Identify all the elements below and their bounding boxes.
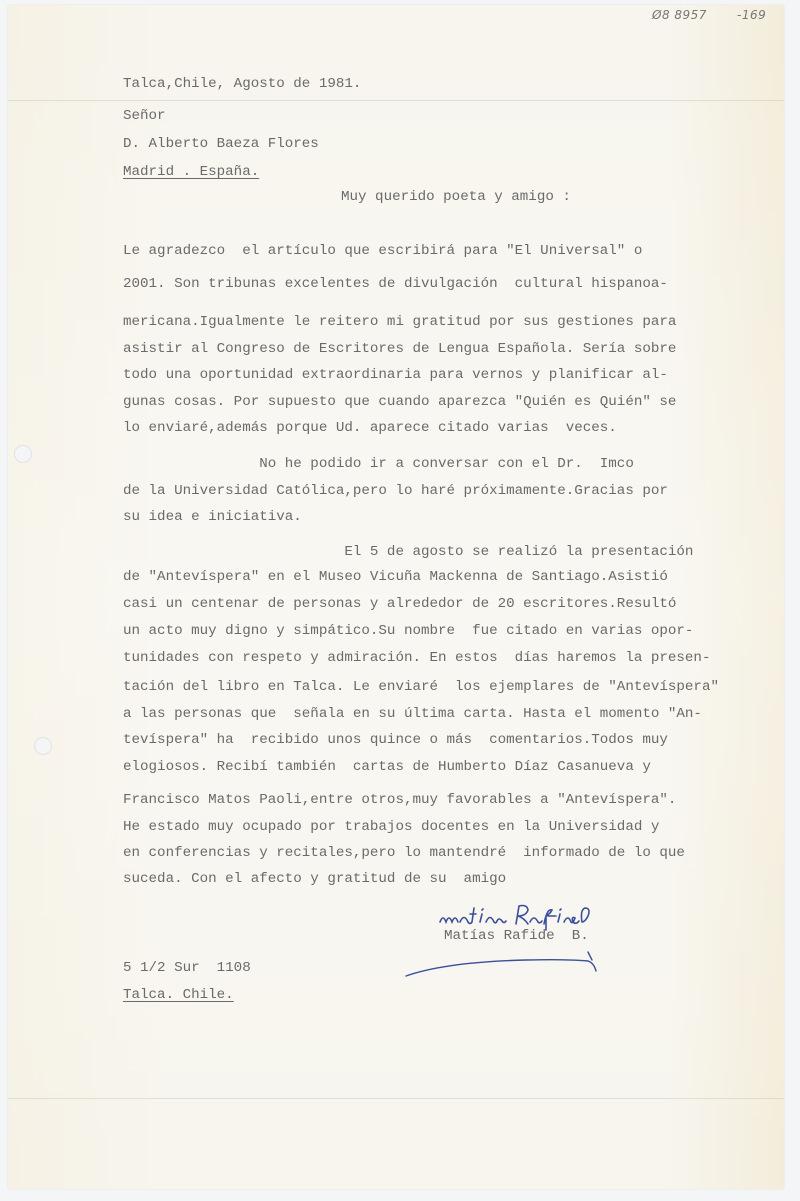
- body-line: Le agradezco el artículo que escribirá para "El Universal" o: [123, 243, 643, 259]
- body-line: No he podido ir a conversar con el Dr. Imco: [123, 456, 634, 472]
- punch-hole: [34, 737, 52, 755]
- body-line: todo una oportunidad extraordinaria para vernos y planificar al-: [123, 367, 668, 383]
- body-line: de "Antevíspera" en el Museo Vicuña Mackenna de Santiago.Asistió: [123, 569, 668, 585]
- body-line: mericana.Igualmente le reitero mi gratitud por sus gestiones para: [123, 314, 677, 330]
- typed-signature-name: Matías Rafide B.: [444, 928, 589, 944]
- body-line: lo enviaré,además porque Ud. aparece citado varias veces.: [123, 420, 617, 436]
- archive-catalog-number: Ø8 8957: [652, 8, 707, 22]
- body-line: de la Universidad Católica,pero lo haré próximamente.Gracias por: [123, 483, 668, 499]
- body-line: a las personas que señala en su última carta. Hasta el momento "An-: [123, 706, 702, 722]
- punch-hole: [14, 445, 32, 463]
- body-line: asistir al Congreso de Escritores de Lengua Española. Sería sobre: [123, 341, 677, 357]
- body-line: 2001. Son tribunas excelentes de divulgación cultural hispanoa-: [123, 276, 668, 292]
- sender-street: 5 1/2 Sur 1108: [123, 960, 251, 976]
- body-line: tunidades con respeto y admiración. En estos días haremos la presen-: [123, 650, 711, 666]
- body-line: su idea e iniciativa.: [123, 509, 302, 525]
- body-line: tevíspera" ha recibido unos quince o más comentarios.Todos muy: [123, 732, 668, 748]
- recipient-title: Señor: [123, 108, 166, 124]
- body-line: He estado muy ocupado por trabajos docentes en la Universidad y: [123, 819, 660, 835]
- salutation: Muy querido poeta y amigo :: [341, 189, 571, 205]
- body-line: suceda. Con el afecto y gratitud de su amigo: [123, 871, 507, 887]
- fold-crease: [8, 1098, 784, 1099]
- sender-city: Talca. Chile.: [123, 987, 234, 1003]
- body-line: tación del libro en Talca. Le enviaré los ejemplares de "Antevíspera": [123, 679, 719, 695]
- recipient-location: Madrid . España.: [123, 164, 260, 180]
- body-line: Francisco Matos Paoli,entre otros,muy favorables a "Antevíspera".: [123, 792, 677, 808]
- date-line: Talca,Chile, Agosto de 1981.: [123, 76, 362, 92]
- body-line: un acto muy digno y simpático.Su nombre fue citado en varias opor-: [123, 623, 694, 639]
- body-line: casi un centenar de personas y alrededor de 20 escritores.Resultó: [123, 596, 677, 612]
- body-line: en conferencias y recitales,pero lo mantendré informado de lo que: [123, 845, 685, 861]
- recipient-name: D. Alberto Baeza Flores: [123, 136, 319, 152]
- fold-crease: [8, 100, 784, 101]
- body-line: elogiosos. Recibí también cartas de Humberto Díaz Casanueva y: [123, 759, 651, 775]
- body-line: gunas cosas. Por supuesto que cuando aparezca "Quién es Quién" se: [123, 394, 677, 410]
- archive-folio-number: -169: [737, 8, 767, 22]
- body-line: El 5 de agosto se realizó la presentación: [123, 544, 694, 560]
- signature-flourish: [404, 950, 604, 980]
